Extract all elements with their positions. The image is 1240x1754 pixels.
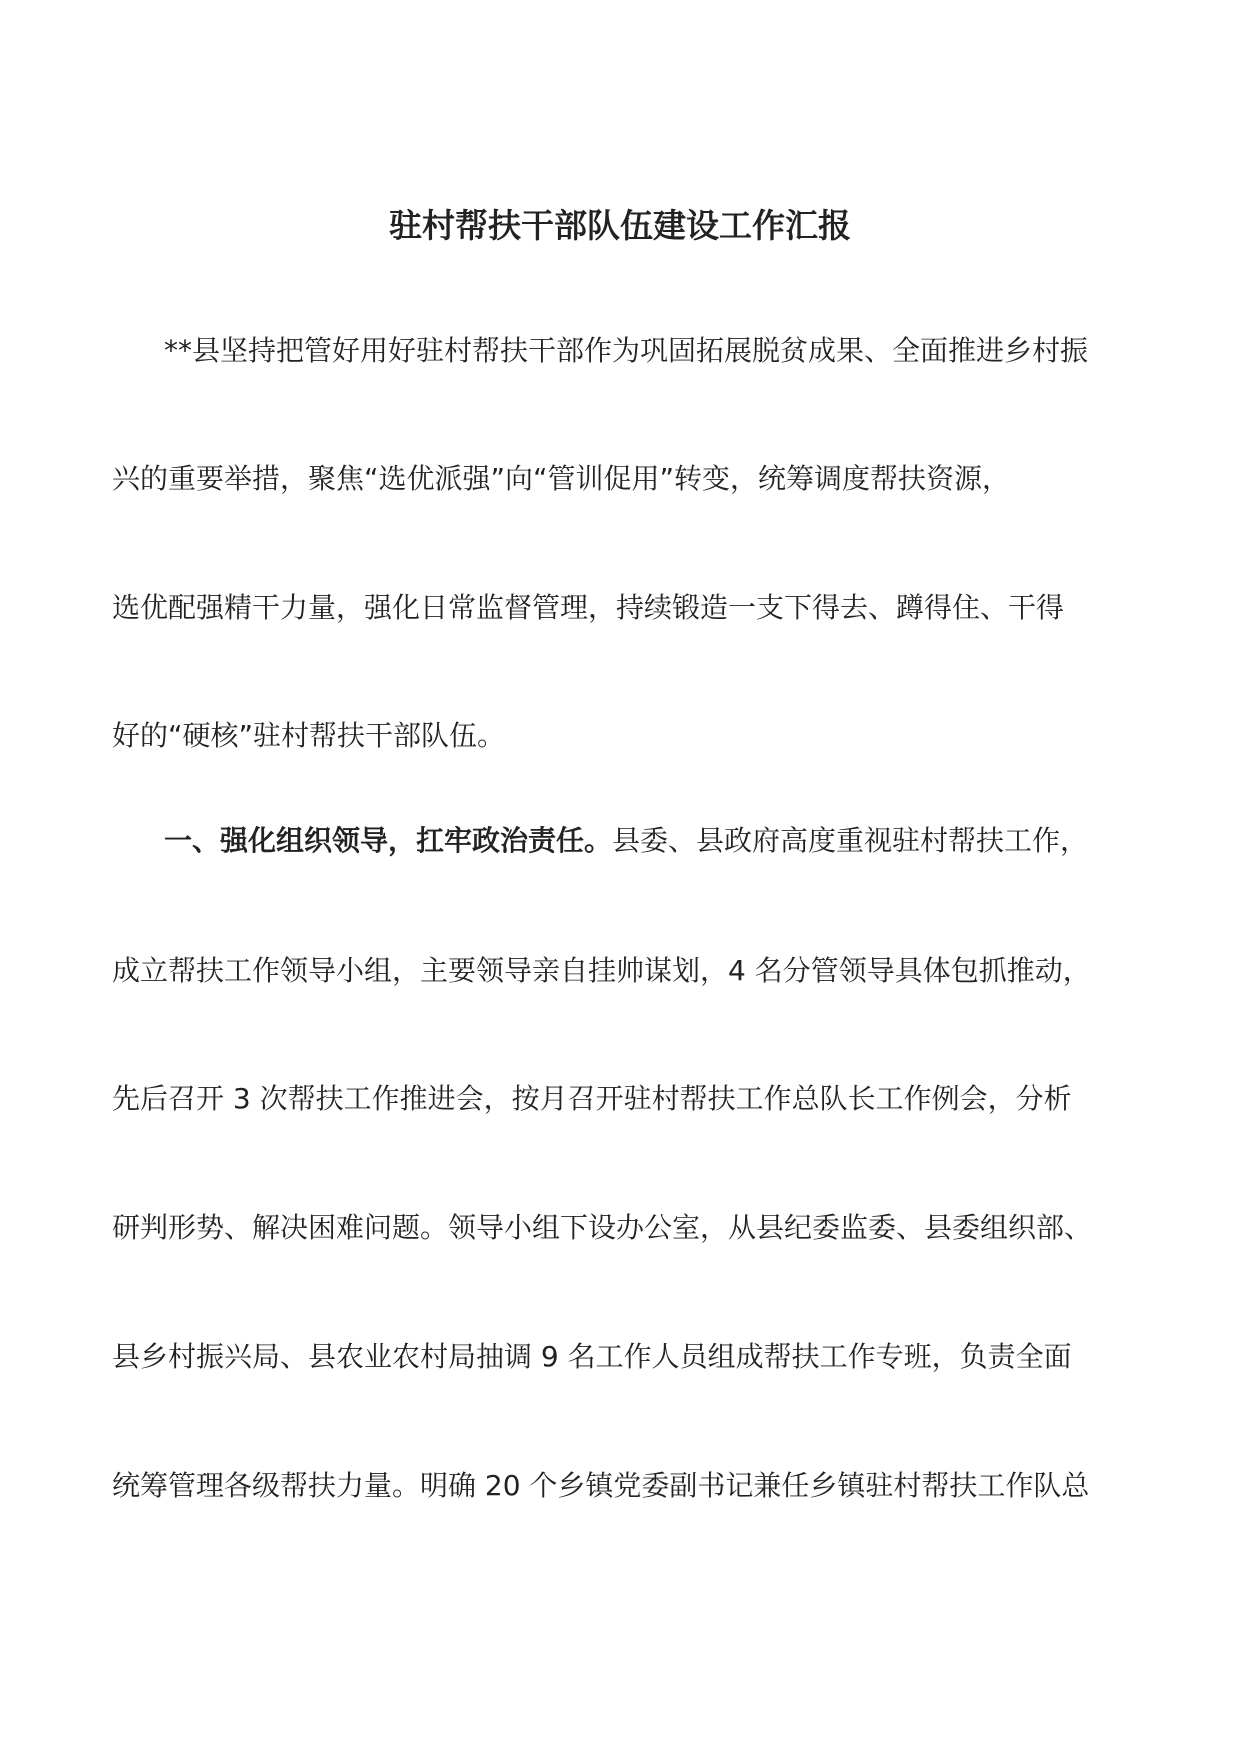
- paragraph-line: 统筹管理各级帮扶力量。明确 20 个乡镇党委副书记兼任乡镇驻村帮扶工作队总: [112, 1469, 1090, 1502]
- paragraph-line: 县乡村振兴局、县农业农村局抽调 9 名工作人员组成帮扶工作专班，负责全面: [112, 1340, 1072, 1373]
- paragraph-line: 研判形势、解决困难问题。领导小组下设办公室，从县纪委监委、县委组织部、: [112, 1211, 1093, 1244]
- document-title: 驻村帮扶干部队伍建设工作汇报: [389, 206, 851, 245]
- paragraph-line: 兴的重要举措，聚焦“选优派强”向“管训促用”转变，统筹调度帮扶资源，: [112, 462, 1011, 495]
- section-heading: 一、强化组织领导，扛牢政治责任。: [164, 824, 613, 857]
- paragraph-line: 先后召开 3 次帮扶工作推进会，按月召开驻村帮扶工作总队长工作例会，分析: [112, 1082, 1072, 1115]
- paragraph-line: 选优配强精干力量，强化日常监督管理，持续锻造一支下得去、蹲得住、干得: [112, 591, 1065, 624]
- paragraph-line: 成立帮扶工作领导小组，主要领导亲自挂帅谋划，4 名分管领导具体包抓推动，: [112, 954, 1091, 987]
- paragraph-line: **县坚持把管好用好驻村帮扶干部作为巩固拓展脱贫成果、全面推进乡村振: [164, 334, 1089, 367]
- section-heading-line: [164, 821, 1088, 861]
- section-text: 县委、县政府高度重视驻村帮扶工作，: [612, 824, 1089, 857]
- paragraph-line: 好的“硬核”驻村帮扶干部队伍。: [112, 719, 506, 752]
